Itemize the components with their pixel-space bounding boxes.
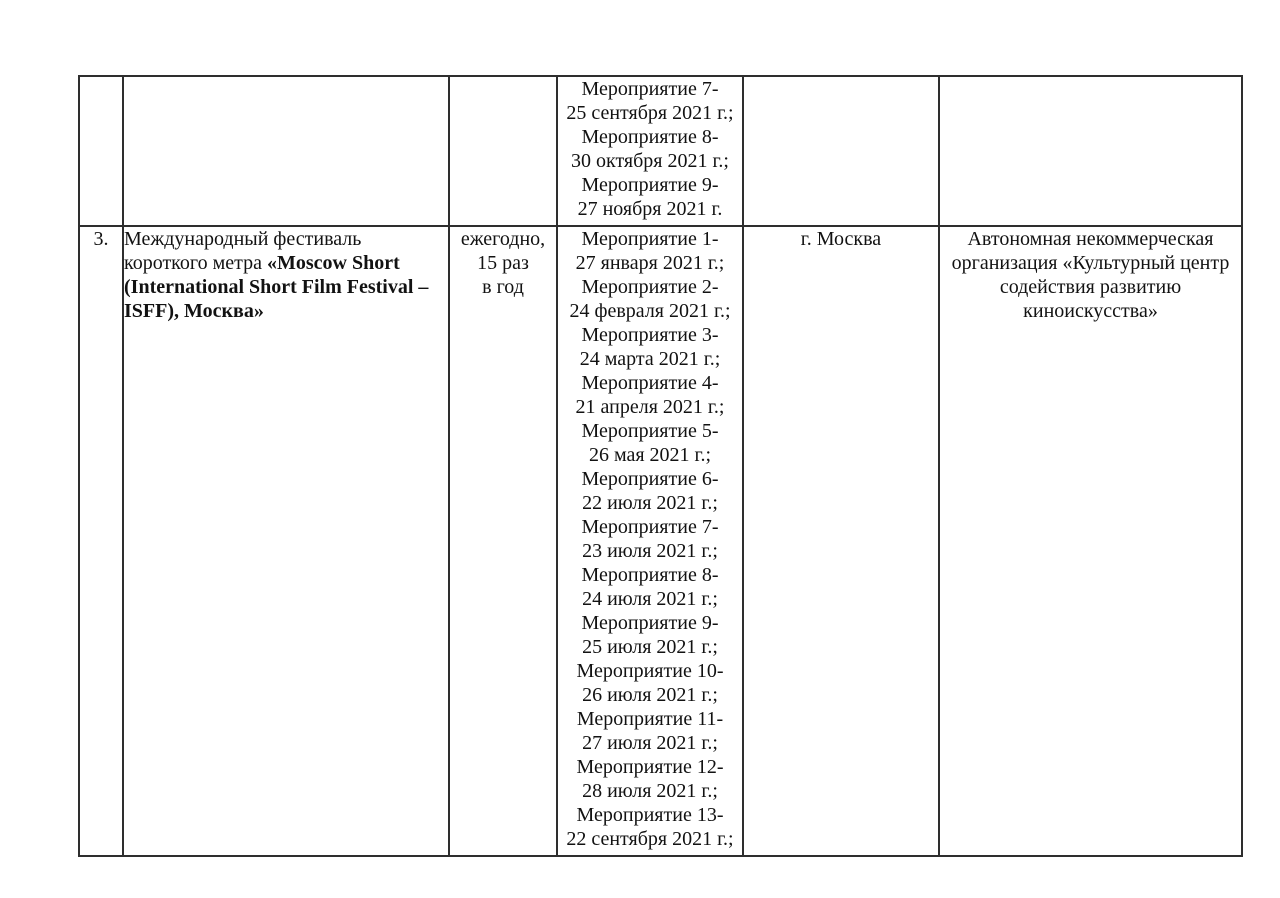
festival-name-cell-continuation [123,76,449,226]
event-label: Мероприятие 4- [581,372,719,394]
festival-name-cell [123,226,449,856]
table-row-3 [79,226,1242,856]
event-label: Мероприятие 5- [581,420,719,442]
event-date: 21 апреля 2021 г.; [575,396,725,418]
event-label: Мероприятие 7- [581,516,719,538]
row-number-cell-continuation [79,76,123,226]
location-cell-continuation [743,76,939,226]
text-line: 15 раз [477,252,529,274]
event-label: Мероприятие 8- [581,126,719,148]
location-text: г. Москва [800,228,882,250]
event-date: 22 сентября 2021 г.; [566,828,734,850]
organizer-text: Автономная некоммерческая организация «Культурный центр содействия развитию киноискусства» [951,228,1230,322]
event-dates-cell [557,226,743,856]
table-row-continuation [79,76,1242,226]
event-date: 24 марта 2021 г.; [579,348,721,370]
event-label: Мероприятие 10- [576,660,724,682]
text-line: в год [482,276,524,298]
text-line: ежегодно, [460,228,546,250]
event-label: Мероприятие 12- [576,756,724,778]
event-date: 24 июля 2021 г.; [582,588,718,610]
event-date: 25 сентября 2021 г.; [566,102,734,124]
event-date: 22 июля 2021 г.; [582,492,718,514]
organizer-cell-continuation [939,76,1242,226]
event-label: Мероприятие 8- [581,564,719,586]
row-number-cell [79,226,123,856]
festival-name-bold: «Moscow Short (International Short Film Festival – ISFF), Москва» [124,252,429,322]
event-label: Мероприятие 3- [581,324,719,346]
event-date: 26 мая 2021 г.; [588,444,712,466]
event-date: 28 июля 2021 г.; [582,780,718,802]
event-date: 27 июля 2021 г.; [582,732,718,754]
event-label: Мероприятие 9- [581,612,719,634]
event-date: 23 июля 2021 г.; [582,540,718,562]
event-date: 27 января 2021 г.; [575,252,725,274]
event-label: Мероприятие 7- [581,78,719,100]
row-number: 3. [93,228,109,250]
event-label: Мероприятие 2- [581,276,719,298]
event-date: 27 ноября 2021 г. [577,198,723,220]
event-date: 26 июля 2021 г.; [582,684,718,706]
event-date: 24 февраля 2021 г.; [569,300,731,322]
event-label: Мероприятие 1- [581,228,719,250]
event-label: Мероприятие 6- [581,468,719,490]
event-label: Мероприятие 11- [576,708,724,730]
location-cell [743,226,939,856]
event-date: 30 октября 2021 г.; [570,150,729,172]
frequency-cell-continuation [449,76,557,226]
organizer-cell [939,226,1242,856]
festival-schedule-table [78,75,1243,857]
event-dates-cell-continuation [557,76,743,226]
event-label: Мероприятие 13- [576,804,724,826]
event-date: 25 июля 2021 г.; [582,636,718,658]
event-label: Мероприятие 9- [581,174,719,196]
frequency-cell [449,226,557,856]
festival-name-regular: Международный фестиваль короткого метра [124,228,362,274]
